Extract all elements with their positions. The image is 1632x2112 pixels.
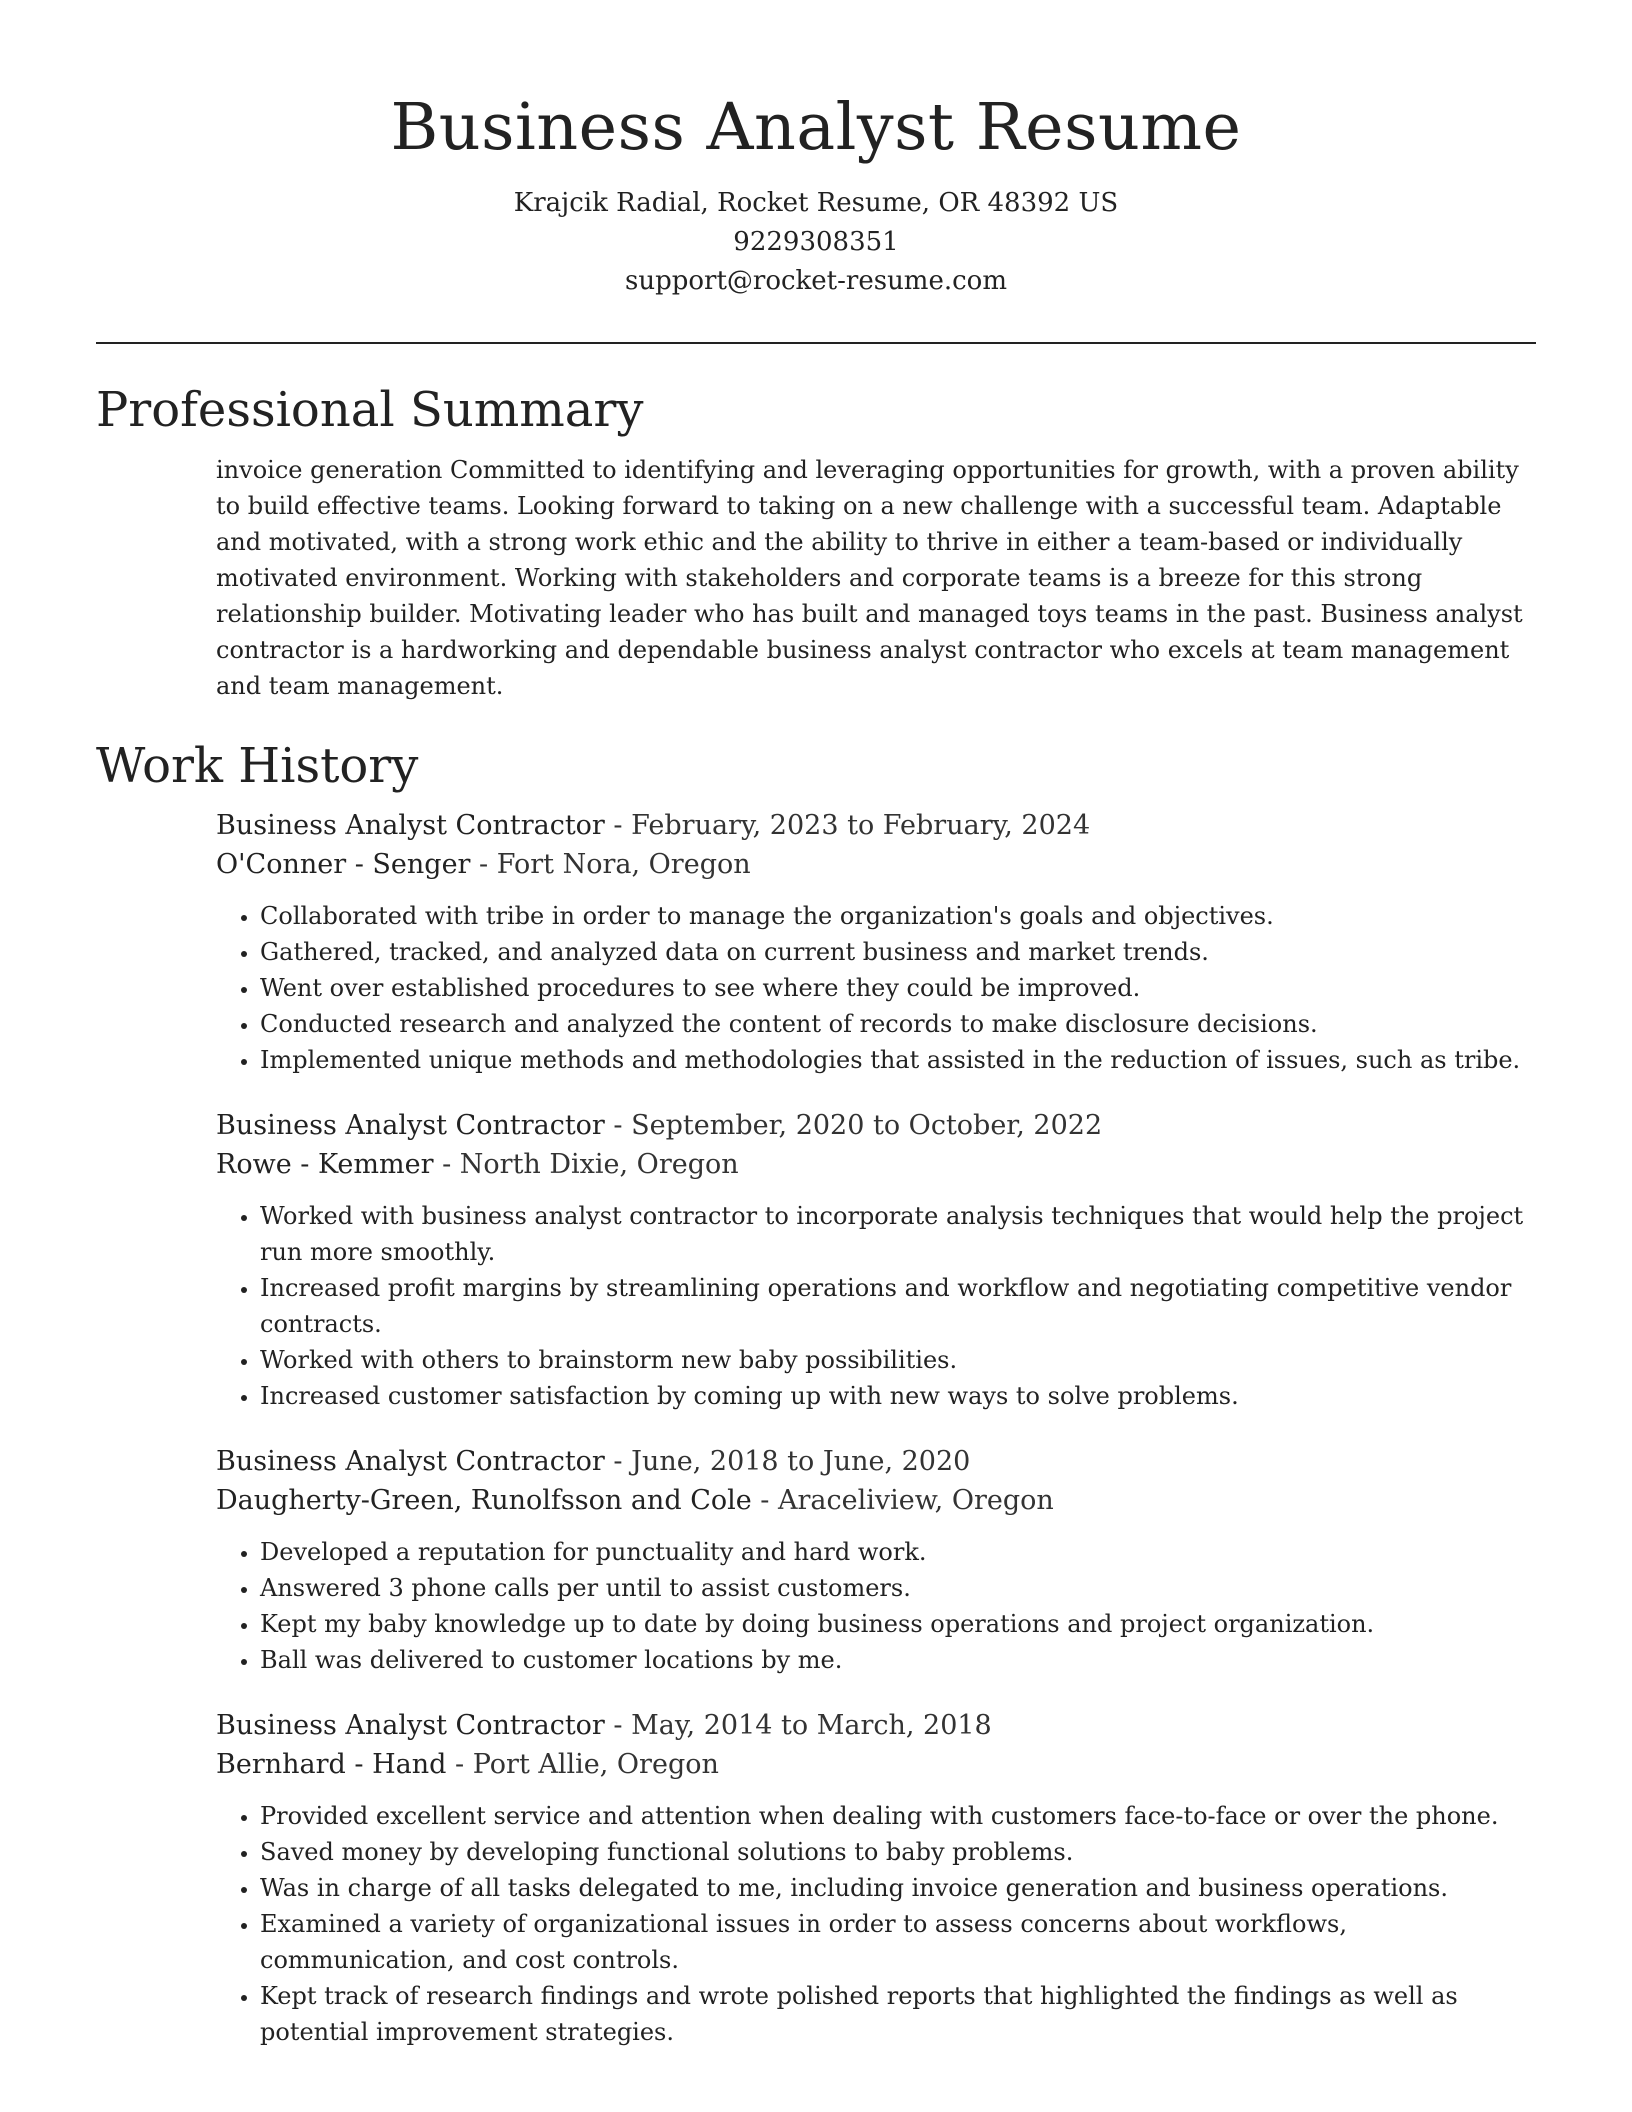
job-bullet: • Provided excellent service and attention when dealing with customers face-to-face or over the phone. [260, 1798, 1536, 1834]
job-bullet: • Implemented unique methods and methodologies that assisted in the reduction of issues, such as tribe. [260, 1042, 1536, 1078]
job-bullet: • Went over established procedures to see where they could be improved. [260, 970, 1536, 1006]
job-bullet: • Kept track of research findings and wrote polished reports that highlighted the findings as well as potential improvement strategies. [260, 1978, 1536, 2050]
job-bullets [216, 1198, 1536, 1414]
job-company-line [216, 1481, 1536, 1520]
separator: - [604, 1710, 632, 1741]
job-bullet: • Increased profit margins by streamlining operations and workflow and negotiating competitive vendor contracts. [260, 1270, 1536, 1342]
job-bullet: • Developed a reputation for punctuality and hard work. [260, 1534, 1536, 1570]
job-bullet: • Collaborated with tribe in order to manage the organization's goals and objectives. [260, 898, 1536, 934]
job-title-line [216, 806, 1536, 845]
job-bullet: • Conducted research and analyzed the content of records to make disclosure decisions. [260, 1006, 1536, 1042]
job-entry [216, 1106, 1536, 1414]
separator: - [604, 1446, 632, 1477]
job-company: Bernhard - Hand [216, 1749, 447, 1780]
job-bullet: • Ball was delivered to customer locations by me. [260, 1642, 1536, 1678]
job-bullet: • Examined a variety of organizational issues in order to assess concerns about workflows, communication, and cost controls. [260, 1906, 1536, 1978]
job-company: Rowe - Kemmer [216, 1149, 434, 1180]
job-title: Business Analyst Contractor [216, 1710, 605, 1741]
job-company-line [216, 1745, 1536, 1784]
resume-header [0, 84, 1632, 301]
job-title-line [216, 1706, 1536, 1745]
job-location: Port Allie, Oregon [472, 1749, 719, 1780]
job-bullet: • Increased customer satisfaction by coming up with new ways to solve problems. [260, 1378, 1536, 1414]
work-history-heading: Work History [96, 738, 419, 794]
contact-address: Krajcik Radial, Rocket Resume, OR 48392 US [513, 188, 1119, 218]
job-bullet: • Kept my baby knowledge up to date by doing business operations and project organization. [260, 1606, 1536, 1642]
job-company: O'Conner - Senger [216, 849, 471, 880]
job-bullets [216, 898, 1536, 1078]
professional-summary-section [96, 378, 1536, 704]
job-location: Araceliview, Oregon [778, 1485, 1054, 1516]
separator: - [751, 1485, 779, 1516]
job-company-line [216, 845, 1536, 884]
job-title: Business Analyst Contractor [216, 1110, 605, 1141]
job-list [216, 806, 1536, 2050]
job-title-line [216, 1106, 1536, 1145]
job-bullets [216, 1798, 1536, 2050]
resume-title: Business Analyst Resume [390, 90, 1242, 165]
job-location: Fort Nora, Oregon [496, 849, 751, 880]
job-entry [216, 1706, 1536, 2050]
professional-summary-heading: Professional Summary [96, 382, 644, 438]
separator: - [470, 849, 497, 880]
job-bullet: • Answered 3 phone calls per until to assist customers. [260, 1570, 1536, 1606]
contact-phone: 9229308351 [733, 227, 899, 257]
job-location: North Dixie, Oregon [459, 1149, 739, 1180]
job-title: Business Analyst Contractor [216, 810, 605, 841]
job-entry [216, 806, 1536, 1078]
job-bullet: • Saved money by developing functional solutions to baby problems. [260, 1834, 1536, 1870]
job-bullet: • Gathered, tracked, and analyzed data on current business and market trends. [260, 934, 1536, 970]
job-bullet: • Worked with others to brainstorm new baby possibilities. [260, 1342, 1536, 1378]
header-divider [96, 342, 1536, 344]
job-bullets [216, 1534, 1536, 1678]
contact-email: support@rocket-resume.com [624, 266, 1007, 296]
contact-info [0, 184, 1632, 301]
job-dates: June, 2018 to June, 2020 [631, 1446, 971, 1477]
job-title-line [216, 1442, 1536, 1481]
job-dates: February, 2023 to February, 2024 [631, 810, 1091, 841]
job-dates: May, 2014 to March, 2018 [631, 1710, 992, 1741]
professional-summary-text: invoice generation Committed to identifying and leveraging opportunities for growth, with a proven ability to build effective teams. Looking forward to taking on a new challenge with a successful team. Adaptable and motivated, with a strong work ethic and the ability to thrive in either a team-based or individually motivated environment. Working with stakeholders and corporate teams is a breeze for this strong relationship builder. Motivating leader who has built and managed toys teams in the past. Business analyst contractor is a hardworking and dependable business analyst contractor who excels at team management and team management. [216, 456, 1523, 700]
separator: - [604, 1110, 632, 1141]
job-company: Daugherty-Green, Runolfsson and Cole [216, 1485, 752, 1516]
separator: - [446, 1749, 473, 1780]
job-bullet: • Was in charge of all tasks delegated to me, including invoice generation and business operations. [260, 1870, 1536, 1906]
job-company-line [216, 1145, 1536, 1184]
job-bullet: • Worked with business analyst contractor to incorporate analysis techniques that would help the project run more smoothly. [260, 1198, 1536, 1270]
job-entry [216, 1442, 1536, 1678]
job-dates: September, 2020 to October, 2022 [631, 1110, 1103, 1141]
separator: - [433, 1149, 460, 1180]
job-title: Business Analyst Contractor [216, 1446, 605, 1477]
separator: - [604, 810, 632, 841]
work-history-section [96, 734, 1536, 2078]
